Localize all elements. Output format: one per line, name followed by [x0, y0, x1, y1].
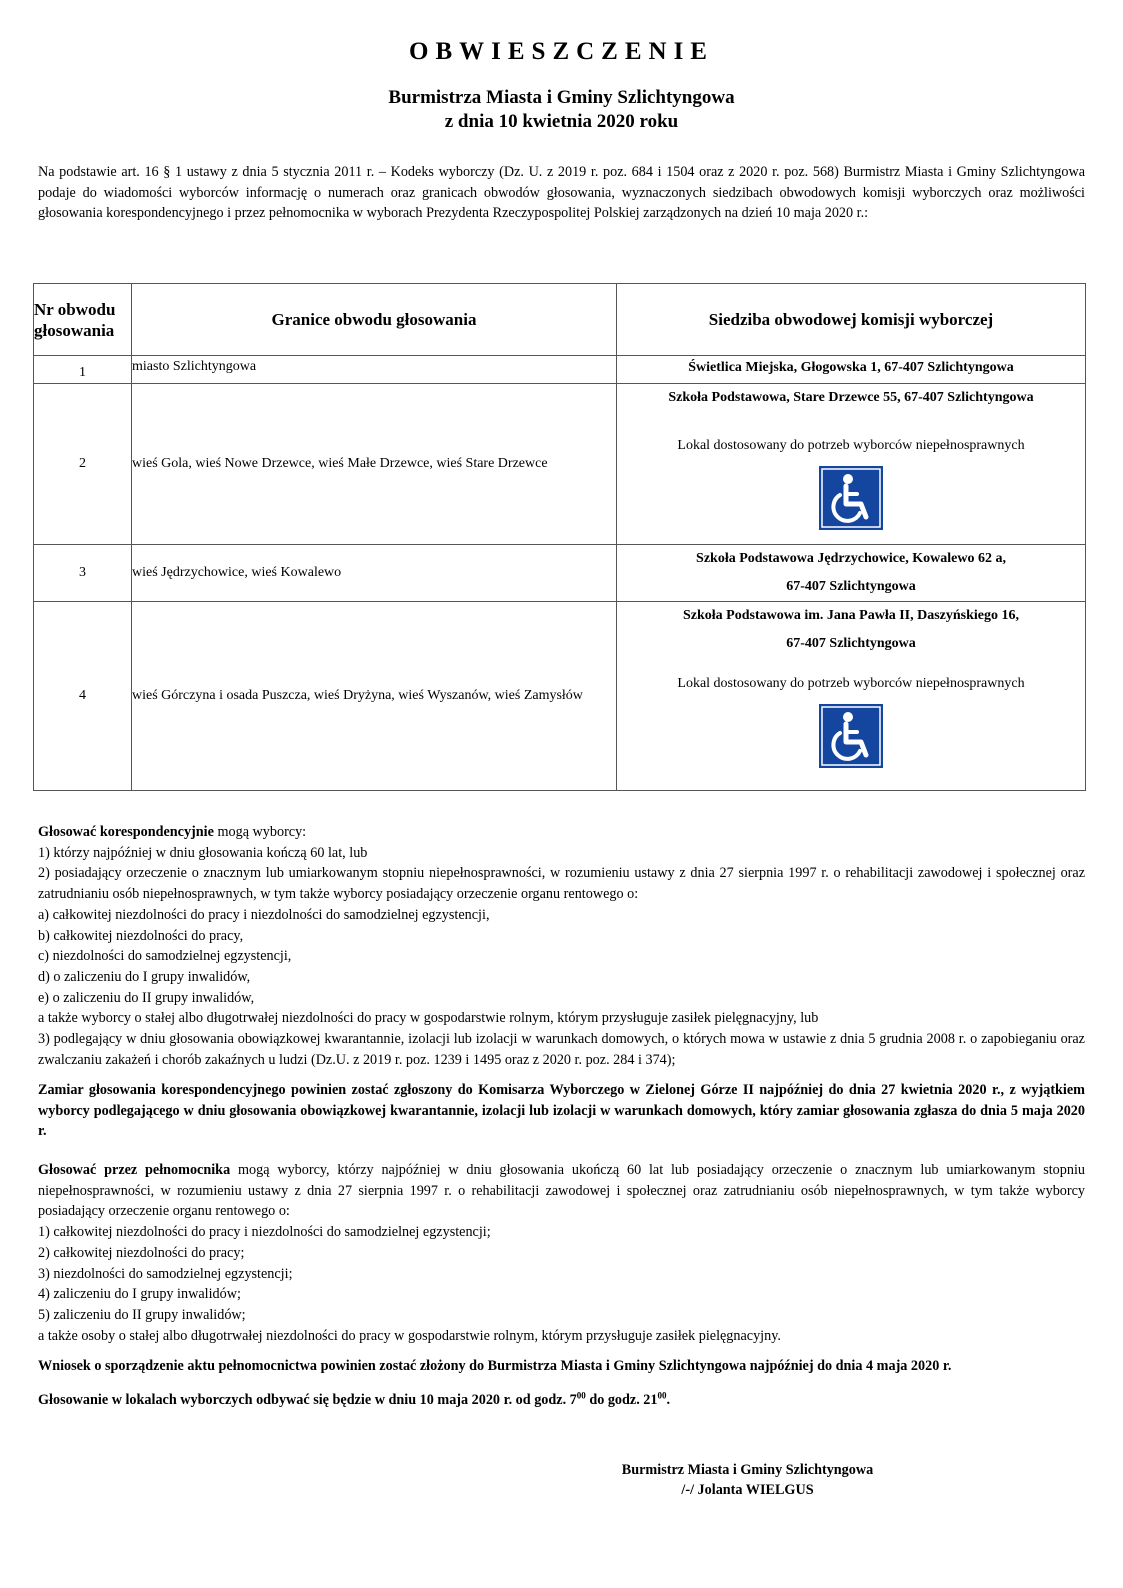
list-item: 1) całkowitej niezdolności do pracy i niezdolności do samodzielnej egzystencji;: [38, 1224, 491, 1241]
table-row: [34, 356, 1086, 384]
table-row: [34, 545, 1086, 602]
voting-hours: [38, 1390, 1085, 1411]
row-bounds: miasto Szlichtyngowa: [132, 356, 617, 384]
correspondence-section: [38, 822, 1085, 1070]
row-bounds: wieś Gola, wieś Nowe Drzewce, wieś Małe Drzewce, wieś Stare Drzewce: [132, 384, 617, 545]
header-seat: Siedziba obwodowej komisji wyborczej: [617, 284, 1086, 356]
row-number: 3: [34, 545, 132, 602]
table-header-row: [34, 284, 1086, 356]
header-number: [34, 284, 132, 356]
proxy-section: [38, 1160, 1085, 1346]
row-seat: Świetlica Miejska, Głogowska 1, 67-407 Szlichtyngowa: [617, 356, 1086, 384]
intro-paragraph: Na podstawie art. 16 § 1 ustawy z dnia 5 stycznia 2011 r. – Kodeks wyborczy (Dz. U. z 2019 r. poz. 684 i 1504 oraz z 2020 r. poz. 568) Burmistrz Miasta i Gminy Szlichtyngowa podaje do wiadomości wyborców informację o numerach oraz granicach obwodów głosowania, wyznaczonych siedzibach obwodowych komisji wyborczych oraz możliwości głosowania korespondencyjnego i przez pełnomocnika w wyborach Prezydenta Rzeczypospolitej Polskiej zarządzonych na dzień 10 maja 2020 r.:: [38, 164, 1085, 221]
row-seat: [617, 545, 1086, 602]
document-title: OBWIESZCZENIE: [409, 38, 714, 65]
row-number: 1: [34, 356, 132, 384]
row-number: 2: [34, 384, 132, 545]
list-item: 2) całkowitej niezdolności do pracy;: [38, 1244, 245, 1261]
correspondence-lead-bold: Głosować korespondencyjnie: [38, 824, 214, 840]
list-item: 3) podlegający w dniu głosowania obowiązkowej kwarantannie, izolacji lub izolacji w warunkach domowych, o których mowa w ustawie z dnia 5 grudnia 2008 r. o zapobieganiu oraz zwalczaniu zakażeń i chorób zakaźnych u ludzi (Dz.U. z 2019 r. poz. 1239 i 1495 oraz z 2020 r. poz. 284 i 374);: [38, 1031, 1085, 1068]
row-seat: [617, 602, 1086, 791]
list-item: a także osoby o stałej albo długotrwałej niezdolności do pracy w gospodarstwie rolnym, którym przysługuje zasiłek pielęgnacyjny.: [38, 1327, 781, 1344]
table-row: [34, 602, 1086, 791]
header-bounds: Granice obwodu głosowania: [132, 284, 617, 356]
signature-block: [600, 1460, 895, 1500]
list-item: 4) zaliczeniu do I grupy inwalidów;: [38, 1286, 241, 1303]
correspondence-lead-rest: mogą wyborcy:: [213, 824, 307, 840]
list-item: a także wyborcy o stałej albo długotrwałej niezdolności do pracy w gospodarstwie rolnym, którym przysługuje zasiłek pielęgnacyjny, lub: [38, 1010, 819, 1027]
row-number: 4: [34, 602, 132, 791]
list-item: c) niezdolności do samodzielnej egzystencji,: [38, 948, 292, 965]
wheelchair-icon: [819, 466, 883, 530]
header-number-line2: głosowania: [34, 320, 115, 340]
row-seat: [617, 384, 1086, 545]
seat-postal: 67-407 Szlichtyngowa: [786, 579, 916, 594]
list-item: 5) zaliczeniu do II grupy inwalidów;: [38, 1306, 246, 1323]
document-issuer: Burmistrza Miasta i Gminy Szlichtyngowa: [388, 87, 735, 108]
row-bounds: wieś Górczyna i osada Puszcza, wieś Dryżyna, wieś Wyszanów, wieś Zamysłów: [132, 602, 617, 791]
signature-name: /-/ Jolanta WIELGUS: [681, 1482, 814, 1498]
list-item: d) o zaliczeniu do I grupy inwalidów,: [38, 968, 251, 985]
circuits-table: [33, 283, 1086, 791]
voting-hours-end-minutes: 00: [657, 1390, 667, 1401]
accessible-label: Lokal dostosowany do potrzeb wyborców niepełnosprawnych: [677, 438, 1025, 453]
signature-title: Burmistrz Miasta i Gminy Szlichtyngowa: [621, 1462, 874, 1478]
list-item: a) całkowitej niezdolności do pracy i niezdolności do samodzielnej egzystencji,: [38, 906, 490, 923]
correspondence-deadline: Zamiar głosowania korespondencyjnego powinien zostać zgłoszony do Komisarza Wyborczego w Zielonej Górze II najpóźniej do dnia 27 kwietnia 2020 r., z wyjątkiem wyborcy podlegającego w dniu głosowania obowiązkowej kwarantannie, izolacji lub izolacji w warunkach domowych, który zamiar głosowania zgłasza do dnia 5 maja 2020 r.: [38, 1082, 1085, 1140]
accessible-label: Lokal dostosowany do potrzeb wyborców niepełnosprawnych: [677, 676, 1025, 691]
seat-address: Szkoła Podstawowa im. Jana Pawła II, Daszyńskiego 16,: [682, 608, 1020, 623]
list-item: e) o zaliczeniu do II grupy inwalidów,: [38, 989, 255, 1006]
voting-hours-period: .: [666, 1392, 671, 1408]
list-item: 2) posiadający orzeczenie o znacznym lub umiarkowanym stopniu niepełnosprawności, w rozumieniu ustawy z dnia 27 sierpnia 1997 r. o rehabilitacji zawodowej i społecznej oraz zatrudnianiu osób niepełnosprawnych, w tym także wyborcy posiadający orzeczenie organu rentowego o:: [38, 865, 1085, 903]
seat-address: Szkoła Podstawowa, Stare Drzewce 55, 67-407 Szlichtyngowa: [668, 390, 1034, 405]
header-number-line1: Nr obwodu: [34, 299, 116, 319]
proxy-deadline: Wniosek o sporządzenie aktu pełnomocnictwa powinien zostać złożony do Burmistrza Miasta i Gminy Szlichtyngowa najpóźniej do dnia 4 maja 2020 r.: [38, 1358, 952, 1374]
wheelchair-icon: [819, 704, 883, 768]
list-item: b) całkowitej niezdolności do pracy,: [38, 927, 244, 944]
voting-hours-start-minutes: 00: [576, 1390, 586, 1401]
proxy-lead-rest: mogą wyborcy, którzy najpóźniej w dniu głosowania ukończą 60 lat lub posiadający orzeczenie o znacznym lub umiarkowanym stopniu niepełnosprawności, w rozumieniu ustawy z dnia 27 sierpnia 1997 r. o rehabilitacji zawodowej i społecznej oraz zatrudnianiu osób niepełnosprawnych, w tym także wyborcy posiadający orzeczenie organu rentowego o:: [38, 1162, 1085, 1220]
table-row: [34, 384, 1086, 545]
seat-address: Szkoła Podstawowa Jędrzychowice, Kowalewo 62 a,: [696, 551, 1006, 566]
row-bounds: wieś Jędrzychowice, wieś Kowalewo: [132, 545, 617, 602]
seat-postal: 67-407 Szlichtyngowa: [786, 636, 916, 651]
voting-hours-end: do godz. 21: [585, 1392, 658, 1408]
proxy-lead: [38, 1160, 1085, 1222]
list-item: 1) którzy najpóźniej w dniu głosowania kończą 60 lat, lub: [38, 844, 368, 861]
document-date: z dnia 10 kwietnia 2020 roku: [444, 111, 679, 132]
list-item: 3) niezdolności do samodzielnej egzystencji;: [38, 1265, 293, 1282]
correspondence-lead: [38, 822, 1085, 843]
proxy-lead-bold: Głosować przez pełnomocnika: [38, 1162, 231, 1178]
voting-hours-start: Głosowanie w lokalach wyborczych odbywać się będzie w dniu 10 maja 2020 r. od godz. 7: [38, 1392, 577, 1408]
